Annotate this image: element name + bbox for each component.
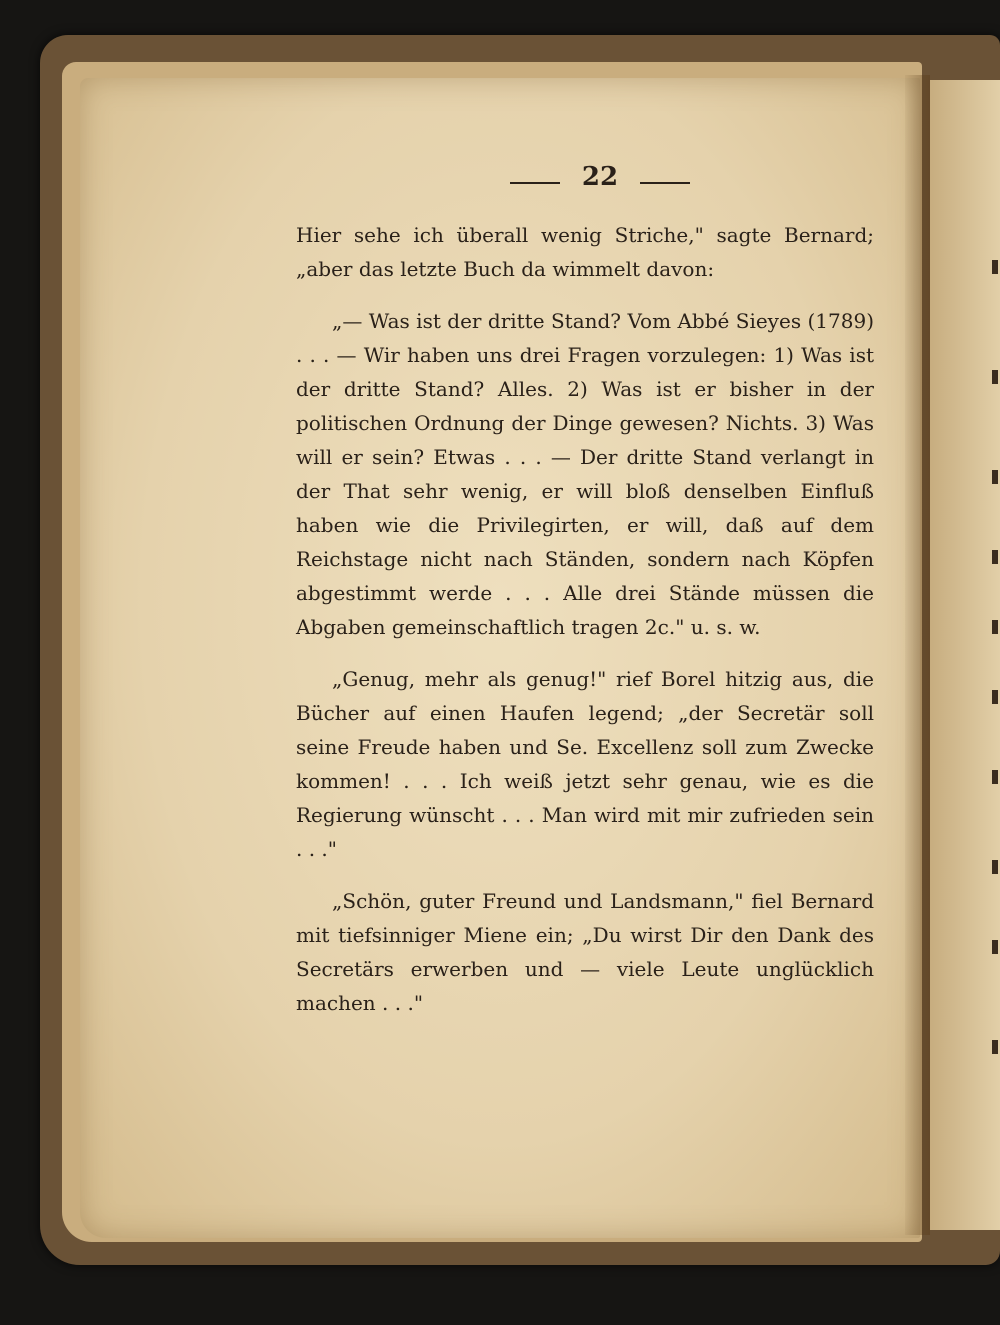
page-header [500, 160, 700, 200]
page-gutter [905, 75, 930, 1235]
paragraph: Hier sehe ich überall wenig Striche," sagte Bernard; „aber das letzte Buch da wimmelt davon: [296, 223, 874, 281]
paragraph: „Genug, mehr als genug!" rief Borel hitzig aus, die Bücher auf einen Haufen legend; „der Secretär soll seine Freude haben und Se. Excellenz soll zum Zwecke kommen! . . . Ich weiß jetzt sehr genau, wie es die Regierung wünscht . . . Man wird mit mir zufrieden sein . . ." [296, 667, 874, 861]
page-number: 22 [581, 162, 619, 192]
paragraph: „Schön, guter Freund und Landsmann," fiel Bernard mit tiefsinniger Miene ein; „Du wirst Dir den Dank des Secretärs erwerben und — viele Leute unglücklich machen . . ." [296, 889, 874, 1015]
header-rule-left [510, 182, 560, 184]
facing-page-edge [930, 80, 1000, 1230]
body-text [296, 218, 874, 1038]
paragraph: „— Was ist der dritte Stand? Vom Abbé Sieyes (1789) . . . — Wir haben uns drei Fragen vorzulegen: 1) Was ist der dritte Stand? Alles. 2) Was ist er bisher in der politischen Ordnung der Dinge gewesen? Nichts. 3) Was will er sein? Etwas . . . — Der dritte Stand verlangt in der That sehr wenig, er will bloß denselben Einfluß haben wie die Privilegirten, er will, daß auf dem Reichstage nicht nach Ständen, sondern nach Köpfen abgestimmt werde . . . Alle drei Stände müssen die Abgaben gemeinschaftlich tragen 2c." u. s. w. [296, 309, 874, 639]
header-rule-right [640, 182, 690, 184]
